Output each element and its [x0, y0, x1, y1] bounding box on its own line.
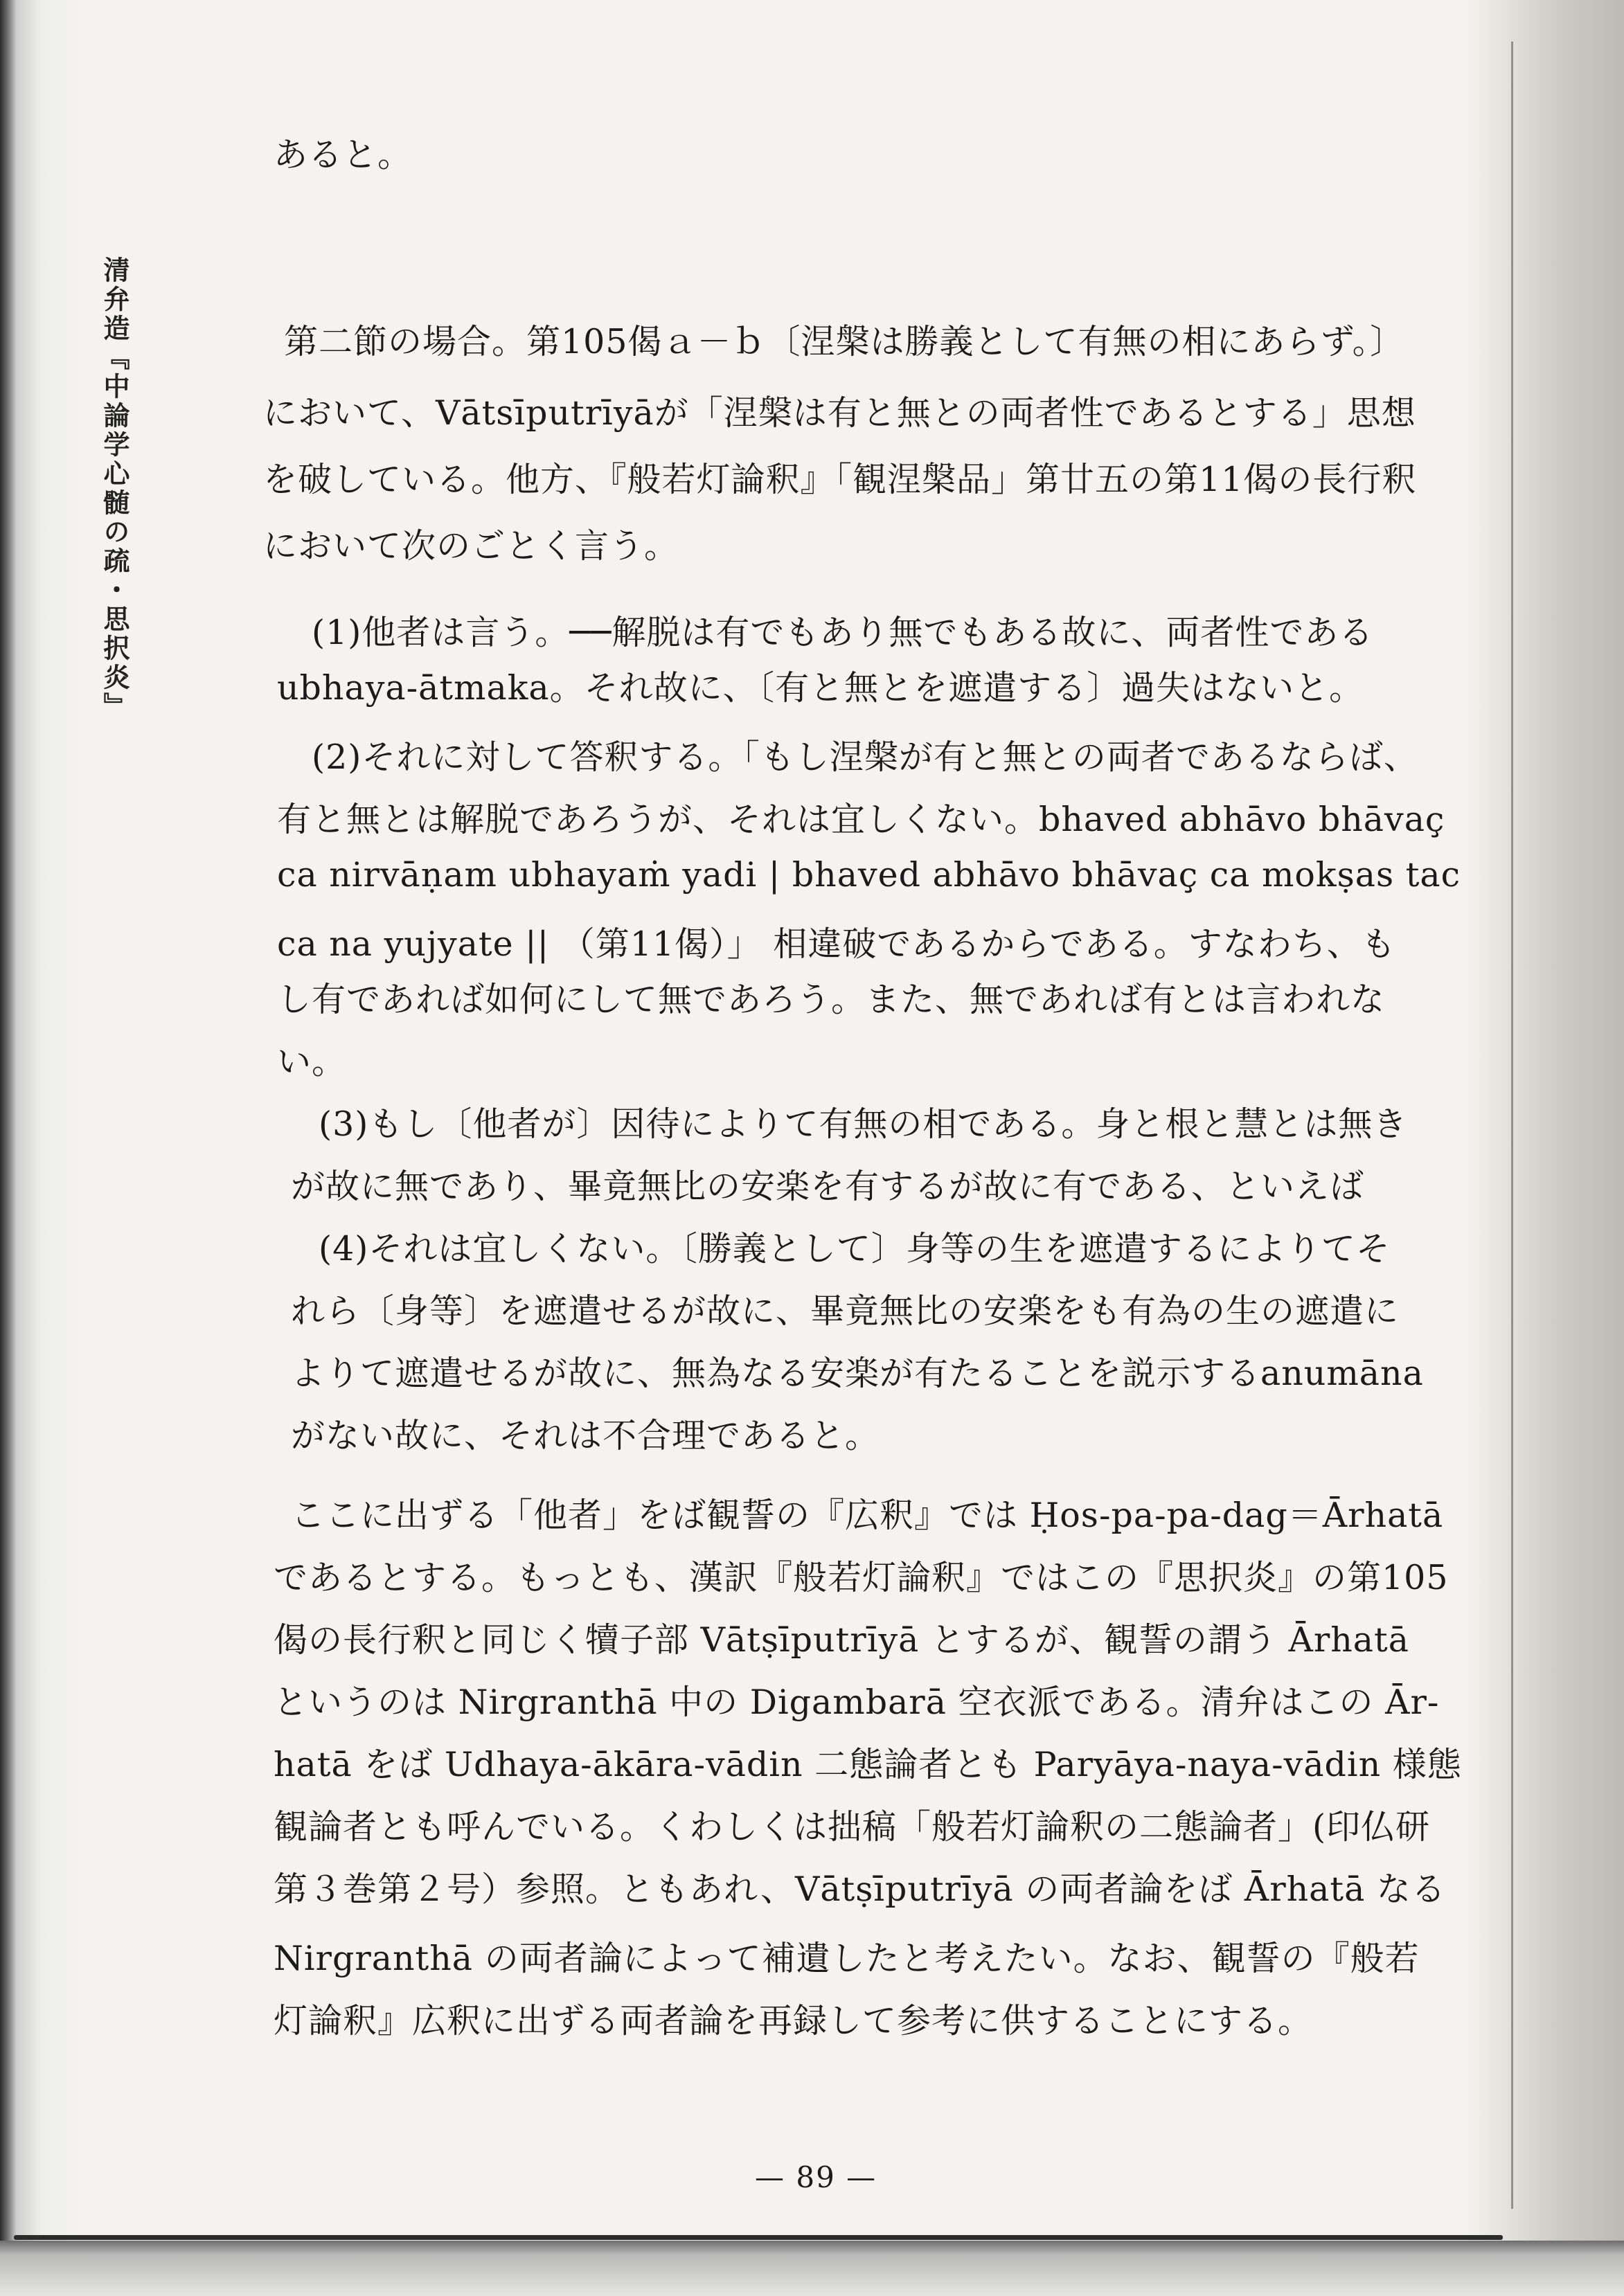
- page-edge-shadow: [1465, 0, 1624, 2296]
- text-line: (3)もし〔他者が〕因待によりて有無の相である。身と根と慧とは無き: [319, 1104, 1408, 1144]
- text-line: 第二節の場合。第105偈ａ－ｂ〔涅槃は勝義として有無の相にあらず。〕: [284, 322, 1405, 361]
- page-number: — 89 —: [755, 2160, 877, 2194]
- text-line: ca nirvāṇam ubhayaṁ yadi | bhaved abhāvo bhāvaç ca mokṣas tac: [277, 855, 1461, 895]
- text-line: を破している。他方、『般若灯論釈』「観涅槃品」第廿五の第11偈の長行釈: [263, 460, 1417, 499]
- text-line: hatā をば Udhaya-ākāra-vādin 二態論者とも Paryāya-naya-vādin 様態: [274, 1745, 1462, 1784]
- text-line: 灯論釈』広釈に出ずる両者論を再録して参考に供することにする。: [274, 2001, 1313, 2041]
- running-head-vertical: 清弁造『中論学心髄の疏・思択炎』: [99, 256, 130, 721]
- bottom-rule: [14, 2235, 1503, 2240]
- text-line: ここに出ずる「他者」をば観誓の『広釈』では Ḥos-pa-pa-dag＝Ārhatā: [291, 1496, 1444, 1535]
- binding-shadow: [0, 0, 83, 2296]
- text-line: ca na yujyate || （第11偈）」 相違破であるからである。すなわち、も: [277, 924, 1396, 964]
- text-line: というのは Nirgranthā 中の Digambarā 空衣派である。清弁はこの Ār-: [274, 1683, 1440, 1722]
- text-line: 観論者とも呼んでいる。くわしくは拙稿「般若灯論釈の二態論者」(印仏研: [274, 1807, 1431, 1847]
- text-line: (2)それに対して答釈する。「もし涅槃が有と無との両者であるならば、: [312, 737, 1418, 777]
- page-edge-line: [1511, 42, 1513, 2209]
- text-line: ubhaya-ātmaka。それ故に、〔有と無とを遮遣する〕過失はないと。: [277, 668, 1364, 708]
- text-line: あると。: [274, 135, 413, 174]
- text-line: であるとする。もっとも、漢訳『般若灯論釈』ではこの『思択炎』の第105: [274, 1558, 1449, 1597]
- text-line: において次のごとく言う。: [263, 526, 679, 566]
- text-line: Nirgranthā の両者論によって補遺したと考えたい。なお、観誓の『般若: [274, 1939, 1420, 1978]
- text-line: し有であれば如何にして無であろう。また、無であれば有とは言われな: [277, 980, 1386, 1019]
- text-line: 偈の長行釈と同じく犢子部 Vātṣīputrīyā とするが、観誓の謂う Ārhatā: [274, 1620, 1409, 1660]
- text-line: (1)他者は言う。──解脱は有でもあり無でもある故に、両者性である: [312, 613, 1374, 652]
- text-line: 有と無とは解脱であろうが、それは宜しくない。bhaved abhāvo bhāvaç: [277, 800, 1445, 839]
- text-line: 第３巻第２号）参照。ともあれ、Vātṣīputrīyā の両者論をば Ārhatā なる: [274, 1869, 1446, 1909]
- text-line: よりて遮遣せるが故に、無為なる安楽が有たることを説示するanumāna: [291, 1354, 1424, 1393]
- text-line: (4)それは宜しくない。〔勝義として〕身等の生を遮遣するによりてそ: [319, 1229, 1391, 1268]
- text-line: がない故に、それは不合理であると。: [291, 1416, 880, 1455]
- text-line: れら〔身等〕を遮遣せるが故に、畢竟無比の安楽をも有為の生の遮遣に: [291, 1291, 1400, 1331]
- text-line: が故に無であり、畢竟無比の安楽を有するが故に有である、といえば: [291, 1167, 1365, 1206]
- text-line: い。: [277, 1042, 347, 1082]
- bottom-scan-shadow: [0, 2241, 1624, 2296]
- text-line: において、Vātsīputrīyāが「涅槃は有と無との両者性であるとする」思想: [263, 393, 1416, 433]
